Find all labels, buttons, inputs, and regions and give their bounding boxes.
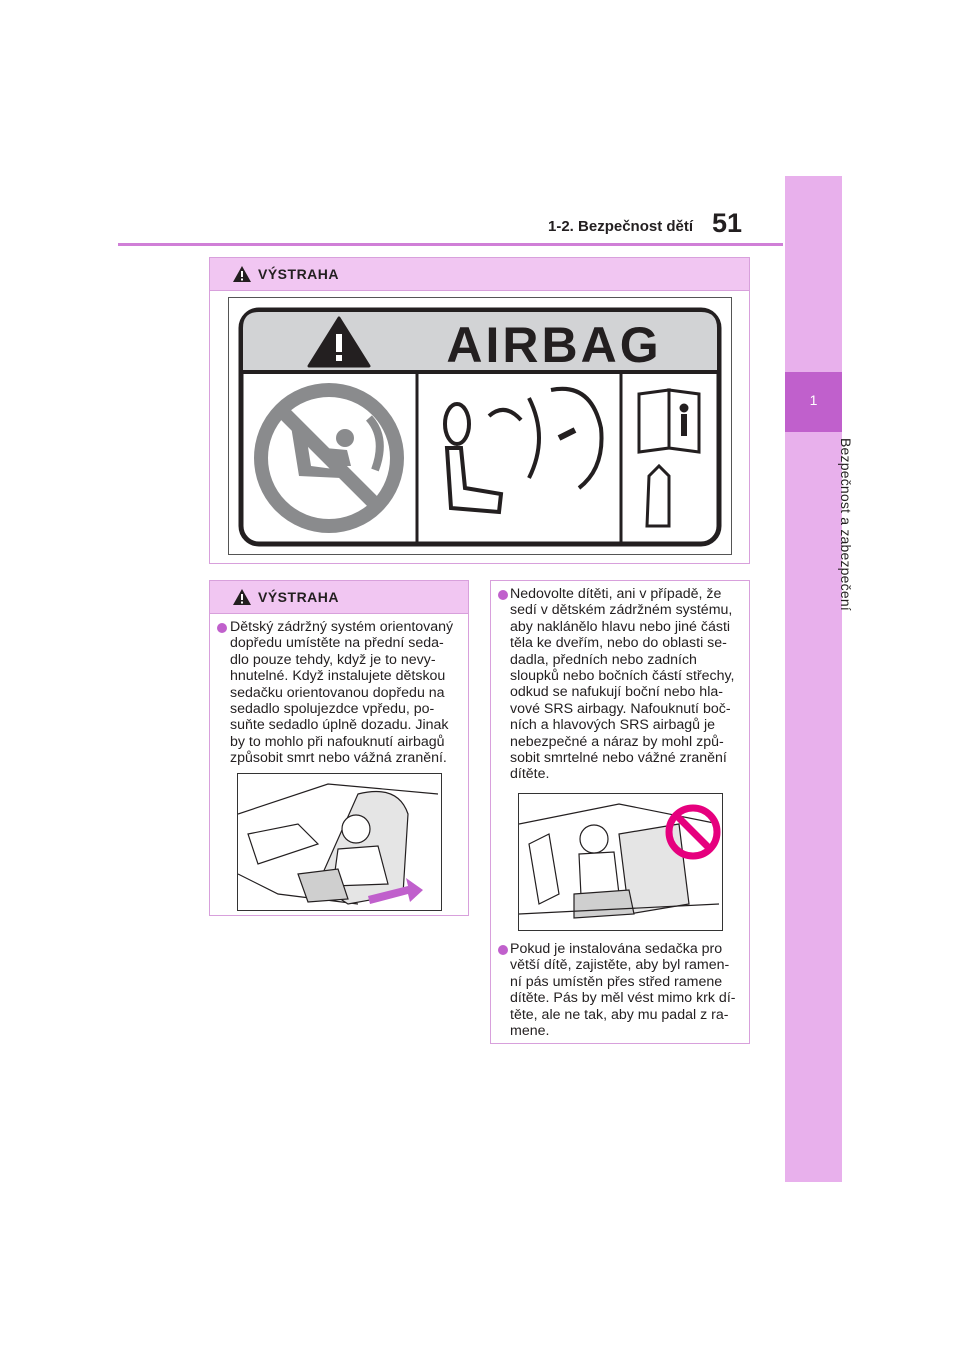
- warning-triangle-icon: [232, 588, 252, 606]
- warning-header: [210, 258, 749, 291]
- child-leaning-image: [519, 794, 722, 930]
- header-rule: [118, 243, 783, 246]
- bullet-icon: [217, 623, 227, 633]
- warning-text: Dětský zádržný systém orientovaný dopředu umístěte na přední seda- dlo pouze tehdy, když je to nevy- hnutelné. Když instalujete dětskou sedačku orientovanou dopředu na sedadlo spolujezdce vpředu, po- suňte sedadlo úplně dozadu. Jinak by to mohlo při nafouknutí airbagů způsobit smrt nebo vážná zranění.: [230, 619, 454, 767]
- warning-box-left: [209, 580, 469, 916]
- airbag-warning-sign: [229, 298, 731, 554]
- bullet-icon: [498, 590, 508, 600]
- warning-triangle-icon: [232, 265, 252, 283]
- chapter-title: Bezpečnost a zabezpečení: [838, 438, 854, 611]
- warning-text: Pokud je instalována sedačka pro větší dítě, zajistěte, aby byl ramen- ní pás umístěn přes střed ramene dítěte. Pás by měl vést mimo krk dí- těte, ale ne tak, aby mu padal z ra- mene.: [510, 941, 736, 1040]
- warning-text: Nedovolte dítěti, ani v případě, že sedí v dětském zádržném systému, aby naklánělo hlavu nebo jiné části těla ke dveřím, nebo do oblasti se- dadla, předních nebo zadních sloupků nebo bočních částí střechy, odkud se nafukují boční nebo hla- vové SRS airbagy. Nafouknutí boč- ních a hlavových SRS airbagů je nebezpečné a náraz by mohl způ- sobit smrtelné nebo vážné zranění dítěte.: [510, 586, 735, 783]
- svg-text:AIRBAG: AIRBAG: [446, 317, 662, 373]
- warning-label: VÝSTRAHA: [258, 266, 340, 282]
- bullet-icon: [498, 945, 508, 955]
- warning-box-airbag: [209, 257, 750, 564]
- page-number: 51: [712, 208, 743, 238]
- chapter-number: 1: [809, 392, 818, 408]
- forward-child-seat-image: [238, 774, 441, 910]
- section-title: 1-2. Bezpečnost dětí: [548, 218, 694, 235]
- warning-box-right: [490, 580, 750, 1044]
- chapter-tab: [785, 176, 842, 1182]
- warning-header: [210, 581, 468, 614]
- airbag-label-illustration: [228, 297, 732, 555]
- child-seat-illustration: [237, 773, 442, 911]
- booster-seat-illustration: [518, 793, 723, 931]
- warning-label: VÝSTRAHA: [258, 589, 340, 605]
